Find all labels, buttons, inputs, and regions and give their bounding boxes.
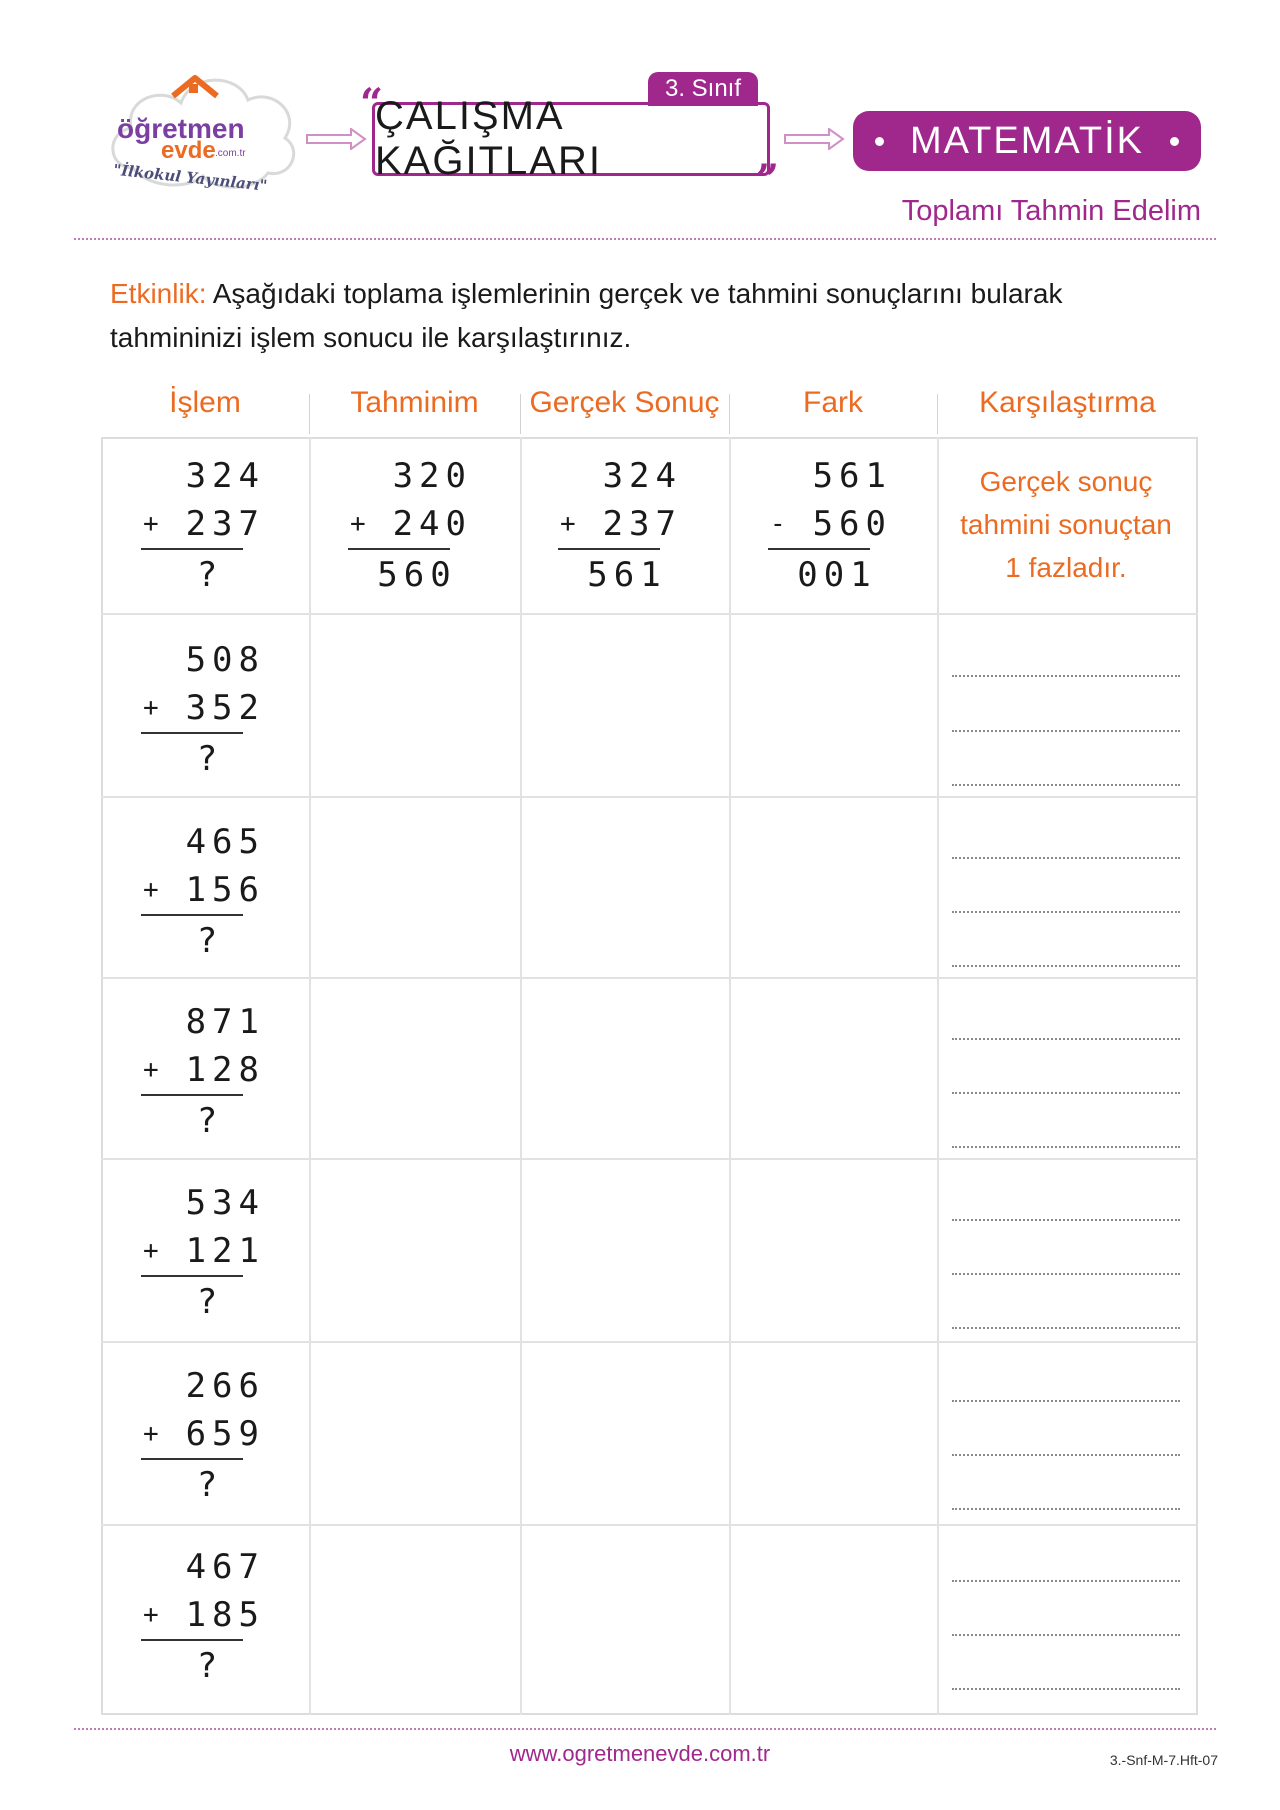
result: ? xyxy=(196,555,224,595)
addend-bottom: + 237 xyxy=(155,500,265,548)
result: 560 xyxy=(377,555,457,595)
answer-line[interactable] xyxy=(952,1508,1180,1510)
grade-badge: 3. Sınıf xyxy=(648,72,758,106)
exercise-1: 508 + 352 ? xyxy=(143,640,265,779)
bullet-icon xyxy=(875,137,884,146)
arrow-right-icon xyxy=(305,128,367,150)
instruction-text: Aşağıdaki toplama işlemlerinin gerçek ve tahmini sonuçlarını bularak tahmininizi işlem sonucu ile karşılaştırınız. xyxy=(110,278,1063,353)
plus-sign: + xyxy=(350,509,372,539)
answer-line[interactable] xyxy=(952,1038,1180,1040)
answer-line[interactable] xyxy=(952,911,1180,913)
column-header-karsilastirma: Karşılaştırma xyxy=(979,386,1156,419)
answer-line[interactable] xyxy=(952,1327,1180,1329)
arrow-right-icon xyxy=(783,128,845,150)
addend-top: 324 xyxy=(602,456,682,496)
answer-line[interactable] xyxy=(952,1454,1180,1456)
divider xyxy=(729,394,730,434)
example-gercek xyxy=(560,452,682,596)
svg-text:evde: evde xyxy=(161,137,216,164)
answer-line[interactable] xyxy=(952,857,1180,859)
addend-top: 320 xyxy=(392,456,472,496)
page-title: ÇALIŞMA KAĞITLARI xyxy=(375,94,602,183)
exercise-6: 467 + 185 ? xyxy=(143,1547,265,1686)
divider xyxy=(101,977,1198,979)
answer-line[interactable] xyxy=(952,1634,1180,1636)
example-islem xyxy=(143,452,265,596)
divider xyxy=(74,238,1216,240)
answer-line[interactable] xyxy=(952,1273,1180,1275)
plus-sign: + xyxy=(143,875,165,905)
column-header-fark: Fark xyxy=(803,386,863,419)
document-code: 3.-Snf-M-7.Hft-07 xyxy=(1109,1752,1218,1768)
answer-line[interactable] xyxy=(952,1146,1180,1148)
svg-text:.com.tr: .com.tr xyxy=(215,148,246,159)
instruction xyxy=(110,272,1180,360)
logo xyxy=(103,58,303,208)
answer-line[interactable] xyxy=(952,1219,1180,1221)
divider xyxy=(520,394,521,434)
divider xyxy=(101,1524,1198,1526)
plus-sign: + xyxy=(143,509,165,539)
subject-label: MATEMATİK xyxy=(909,119,1145,162)
exercise-2: 465 + 156 ? xyxy=(143,822,265,961)
answer-line[interactable] xyxy=(952,965,1180,967)
website-link[interactable]: www.ogretmenevde.com.tr xyxy=(509,1741,771,1766)
column-header-islem: İşlem xyxy=(169,386,241,419)
divider xyxy=(101,613,1198,615)
answer-line[interactable] xyxy=(952,730,1180,732)
svg-text:"İlkokul Yayınları": "İlkokul Yayınları" xyxy=(112,160,269,195)
answer-line[interactable] xyxy=(952,1400,1180,1402)
answer-line[interactable] xyxy=(952,784,1180,786)
example-fark xyxy=(770,452,892,596)
svg-text:öğretmen: öğretmen xyxy=(117,113,245,144)
plus-sign: + xyxy=(143,1055,165,1085)
divider xyxy=(937,394,938,434)
exercise-5: 266 + 659 ? xyxy=(143,1366,265,1505)
title-frame xyxy=(372,94,770,183)
plus-sign: + xyxy=(143,1419,165,1449)
minuend: 561 xyxy=(812,456,892,496)
addend-top: 324 xyxy=(185,456,265,496)
divider xyxy=(101,1158,1198,1160)
divider xyxy=(74,1728,1216,1730)
answer-line[interactable] xyxy=(952,1688,1180,1690)
divider xyxy=(101,1341,1198,1343)
divider xyxy=(309,394,310,434)
column-header-gercek-sonuc: Gerçek Sonuç xyxy=(529,386,720,419)
addend-bottom: + 237 xyxy=(572,500,682,548)
plus-sign: + xyxy=(143,1600,165,1630)
example-tahmin xyxy=(350,452,472,596)
logo-cloud-icon xyxy=(103,58,303,208)
addend-bottom: + 240 xyxy=(362,500,472,548)
bullet-icon xyxy=(1170,137,1179,146)
example-comparison: Gerçek sonuç tahmini sonuçtan 1 fazladır. xyxy=(960,466,1172,583)
answer-line[interactable] xyxy=(952,1092,1180,1094)
plus-sign: + xyxy=(143,1236,165,1266)
column-header-tahminim: Tahminim xyxy=(350,386,479,419)
minus-sign: - xyxy=(770,509,792,539)
plus-sign: + xyxy=(560,509,582,539)
topic-title: Toplamı Tahmin Edelim xyxy=(901,195,1201,227)
result: 561 xyxy=(587,555,667,595)
answer-line[interactable] xyxy=(952,675,1180,677)
exercise-4: 534 + 121 ? xyxy=(143,1183,265,1322)
open-quote-icon: “ xyxy=(360,80,384,127)
subject-badge xyxy=(853,111,1201,171)
close-quote-icon: ” xyxy=(756,156,780,203)
divider xyxy=(101,796,1198,798)
exercise-3: 871 + 128 ? xyxy=(143,1002,265,1141)
answer-line[interactable] xyxy=(952,1580,1180,1582)
plus-sign: + xyxy=(143,693,165,723)
subtrahend: - 560 xyxy=(782,500,892,548)
instruction-label: Etkinlik: xyxy=(110,278,207,309)
result: 001 xyxy=(797,555,877,595)
